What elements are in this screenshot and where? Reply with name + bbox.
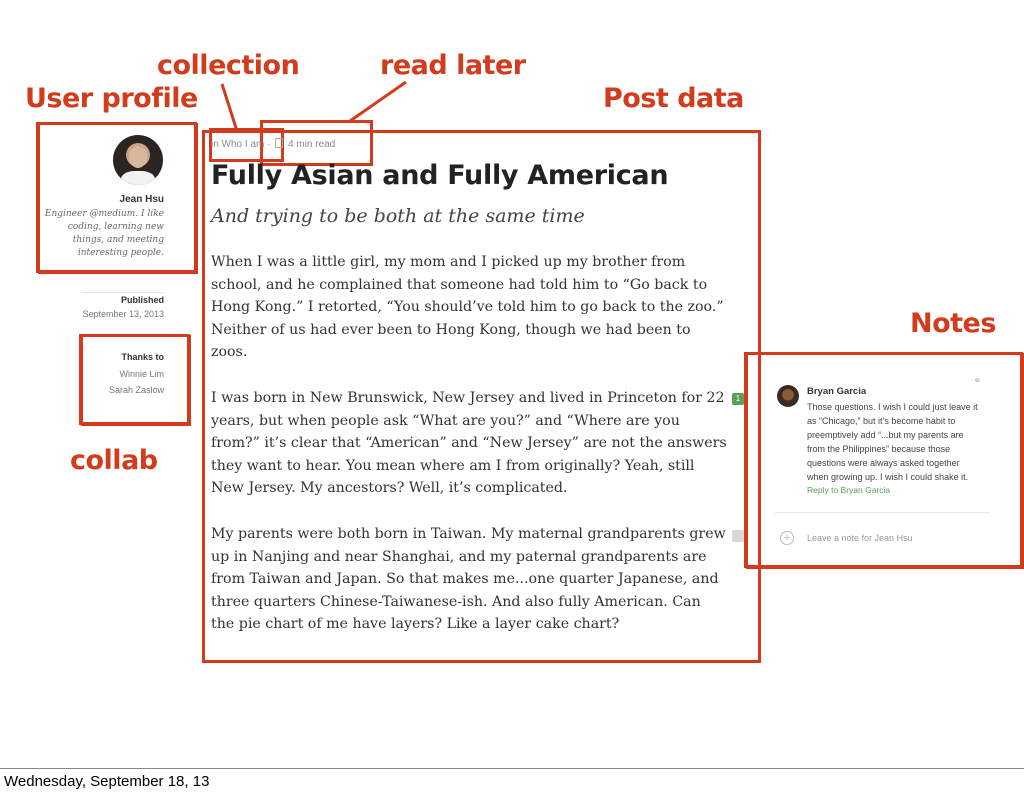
annotation-read-later: read later <box>380 50 526 81</box>
note-text-line: as “Chicago,” but it’s become habit to <box>807 416 956 426</box>
annotation-notes: Notes <box>910 308 996 339</box>
add-note-icon[interactable] <box>732 530 744 542</box>
annotation-collab: collab <box>70 445 158 476</box>
paragraph-line: Neither of us had ever been to Hong Kong, though we had been to <box>211 321 691 338</box>
paragraph-line: zoos. <box>211 344 248 361</box>
paragraph-line: Hong Kong.” I retorted, “You should’ve told him to go back to the zoo.” <box>211 299 724 316</box>
note-count-badge[interactable]: 1 <box>732 393 744 405</box>
meta-separator: · <box>267 139 274 150</box>
author-bio-line: coding, learning new <box>67 222 164 232</box>
collection-link[interactable]: in Who I am <box>211 139 265 150</box>
read-time: 4 min read <box>288 139 336 150</box>
paragraph-line: My parents were both born in Taiwan. My maternal grandparents grew <box>211 526 726 542</box>
collection-pointer-line <box>222 84 237 131</box>
paragraph-line: years, but when people ask “What are you?” and “Where are you <box>211 412 680 429</box>
author-bio <box>40 208 164 260</box>
author-bio-line: things, and meeting <box>72 235 164 245</box>
link-icon[interactable]: ⚭ <box>973 376 982 387</box>
footer-date: Wednesday, September 18, 13 <box>4 773 210 790</box>
paragraph-line: they want to hear. You mean where am I from originally? Yeah, still <box>211 457 695 474</box>
note-author-name[interactable]: Bryan Garcia <box>807 386 867 397</box>
post-subtitle: And trying to be both at the same time <box>211 205 585 227</box>
published-label: Published <box>120 295 164 305</box>
annotation-collection: collection <box>157 50 300 81</box>
post-paragraph <box>211 251 741 364</box>
post-title: Fully Asian and Fully American <box>211 160 669 191</box>
bookmark-icon[interactable] <box>275 138 283 148</box>
collab-box <box>80 334 190 425</box>
post-meta <box>211 138 335 150</box>
note-text <box>807 400 997 484</box>
note-text-line: Those questions. I wish I could just leave it <box>807 402 978 412</box>
post-paragraph <box>211 387 741 500</box>
reply-link[interactable]: Reply to Bryan Garcia <box>807 485 891 495</box>
paragraph-line: three quarters Chinese-Taiwanese-ish. And also fully American. Can <box>211 593 701 610</box>
paragraph-line: up in Nanjing and near Shanghai, and my paternal grandparents are <box>211 548 707 565</box>
thanks-name[interactable]: Winnie Lim <box>119 369 164 379</box>
note-text-line: from the Philippines” because those <box>807 444 951 454</box>
author-name[interactable]: Jean Hsu <box>119 194 164 205</box>
paragraph-line: New Jersey. My ancestors? Well, it’s complicated. <box>211 480 568 497</box>
read-later-pointer-line <box>350 82 406 121</box>
thanks-name[interactable]: Sarah Zaslow <box>108 385 164 395</box>
paragraph-line: I was born in New Brunswick, New Jersey and lived in Princeton for 22 <box>211 390 725 406</box>
note-text-line: preemptively add “...but my parents are <box>807 430 964 440</box>
annotation-post-data: Post data <box>603 83 744 114</box>
notes-divider <box>775 512 990 513</box>
published-date: September 13, 2013 <box>82 309 164 319</box>
annotation-user-profile: User profile <box>25 83 198 114</box>
paragraph-line: from Taiwan and Japan. So that makes me...one quarter Japanese, and <box>211 571 719 588</box>
note-author-avatar[interactable] <box>777 385 799 407</box>
paragraph-line: school, and he complained that someone had told him to “Go back to <box>211 276 708 293</box>
note-text-line: when growing up. I wish I could shake it. <box>807 472 969 482</box>
note-input[interactable]: Leave a note for Jean Hsu <box>807 533 913 543</box>
author-avatar[interactable] <box>113 135 163 185</box>
plus-icon[interactable]: + <box>780 531 794 545</box>
sidebar-divider <box>82 292 164 293</box>
paragraph-line: from?” it’s clear that “American” and “New Jersey” are not the answers <box>211 435 727 452</box>
paragraph-line: the pie chart of me have layers? Like a layer cake chart? <box>211 616 620 633</box>
author-bio-line: Engineer @medium. I like <box>44 209 164 219</box>
paragraph-line: When I was a little girl, my mom and I picked up my brother from <box>211 254 686 270</box>
thanks-label: Thanks to <box>121 352 164 362</box>
post-paragraph <box>211 523 741 636</box>
footer <box>0 768 1024 795</box>
note-text-line: questions were always asked together <box>807 458 960 468</box>
author-bio-line: interesting people. <box>77 248 164 258</box>
